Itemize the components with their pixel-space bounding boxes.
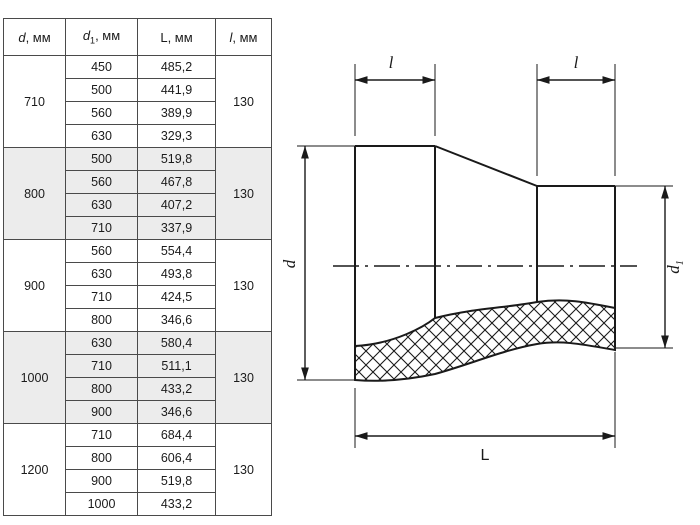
cell-d1: 500: [66, 148, 138, 171]
extension-lines: [297, 64, 673, 448]
cell-l-group-0: 130: [216, 56, 272, 148]
cell-d1: 560: [66, 102, 138, 125]
dimension-l-left: [355, 53, 435, 80]
cell-L: 441,9: [138, 79, 216, 102]
dimension-label-d: d: [280, 259, 299, 269]
cell-d1: 710: [66, 217, 138, 240]
cell-L: 554,4: [138, 240, 216, 263]
cell-L: 407,2: [138, 194, 216, 217]
dimension-label-d1-sub: 1: [675, 260, 686, 266]
cell-d1: 710: [66, 355, 138, 378]
dimension-d1: [664, 186, 686, 348]
cell-d-group-3: 1000: [4, 332, 66, 424]
table-header: [4, 19, 272, 56]
dimension-label-d1: [664, 260, 686, 274]
dimension-L: [355, 436, 615, 464]
cell-d1: 710: [66, 424, 138, 447]
cell-d1: 900: [66, 401, 138, 424]
dimension-l-right: [537, 53, 615, 80]
cell-L: 519,8: [138, 470, 216, 493]
cell-d-group-1: 800: [4, 148, 66, 240]
cell-d1: 630: [66, 125, 138, 148]
cell-L: 424,5: [138, 286, 216, 309]
table-body: [4, 56, 272, 516]
technical-drawing: [275, 8, 695, 518]
table-header-row: [4, 19, 272, 56]
specification-table-container: [3, 18, 271, 516]
column-header-L: L, мм: [138, 19, 216, 56]
cell-L: 433,2: [138, 493, 216, 516]
column-header-l: l, мм: [216, 19, 272, 56]
cell-l-group-1: 130: [216, 148, 272, 240]
cell-L: 346,6: [138, 309, 216, 332]
table-row: [4, 56, 272, 79]
cell-L: 511,1: [138, 355, 216, 378]
cell-d-group-4: 1200: [4, 424, 66, 516]
cell-L: 346,6: [138, 401, 216, 424]
cell-d1: 800: [66, 447, 138, 470]
cell-d1: 800: [66, 378, 138, 401]
cell-L: 389,9: [138, 102, 216, 125]
cell-d1: 710: [66, 286, 138, 309]
cell-d1: 1000: [66, 493, 138, 516]
insulation-layer: [355, 300, 615, 380]
table-row: [4, 148, 272, 171]
dimension-label-L: L: [480, 447, 490, 464]
column-header-d1: $d_1$, мм: [66, 19, 138, 56]
cell-l-group-2: 130: [216, 240, 272, 332]
cell-L: 580,4: [138, 332, 216, 355]
table-row: [4, 240, 272, 263]
cell-d1: 630: [66, 263, 138, 286]
dimension-label-l-left: l: [388, 53, 394, 72]
cell-L: 606,4: [138, 447, 216, 470]
cell-L: 329,3: [138, 125, 216, 148]
table-row: [4, 424, 272, 447]
cell-d1: 560: [66, 171, 138, 194]
cell-L: 519,8: [138, 148, 216, 171]
cell-l-group-3: 130: [216, 332, 272, 424]
cell-d-group-0: 710: [4, 56, 66, 148]
cell-L: 337,9: [138, 217, 216, 240]
cell-d1: 800: [66, 309, 138, 332]
cell-l-group-4: 130: [216, 424, 272, 516]
specification-table: [3, 18, 272, 516]
cell-L: 684,4: [138, 424, 216, 447]
cell-d1: 630: [66, 332, 138, 355]
cell-d1: 500: [66, 79, 138, 102]
cell-d-group-2: 900: [4, 240, 66, 332]
table-row: [4, 332, 272, 355]
dimension-label-l-right: l: [573, 53, 579, 72]
cell-L: 493,8: [138, 263, 216, 286]
dimension-d: [280, 146, 305, 380]
cell-d1: 560: [66, 240, 138, 263]
column-header-d: d, мм: [4, 19, 66, 56]
cell-L: 433,2: [138, 378, 216, 401]
cell-L: 467,8: [138, 171, 216, 194]
cell-d1: 630: [66, 194, 138, 217]
cell-L: 485,2: [138, 56, 216, 79]
dimension-label-d1-main: d: [664, 265, 683, 274]
cell-d1: 900: [66, 470, 138, 493]
cell-d1: 450: [66, 56, 138, 79]
